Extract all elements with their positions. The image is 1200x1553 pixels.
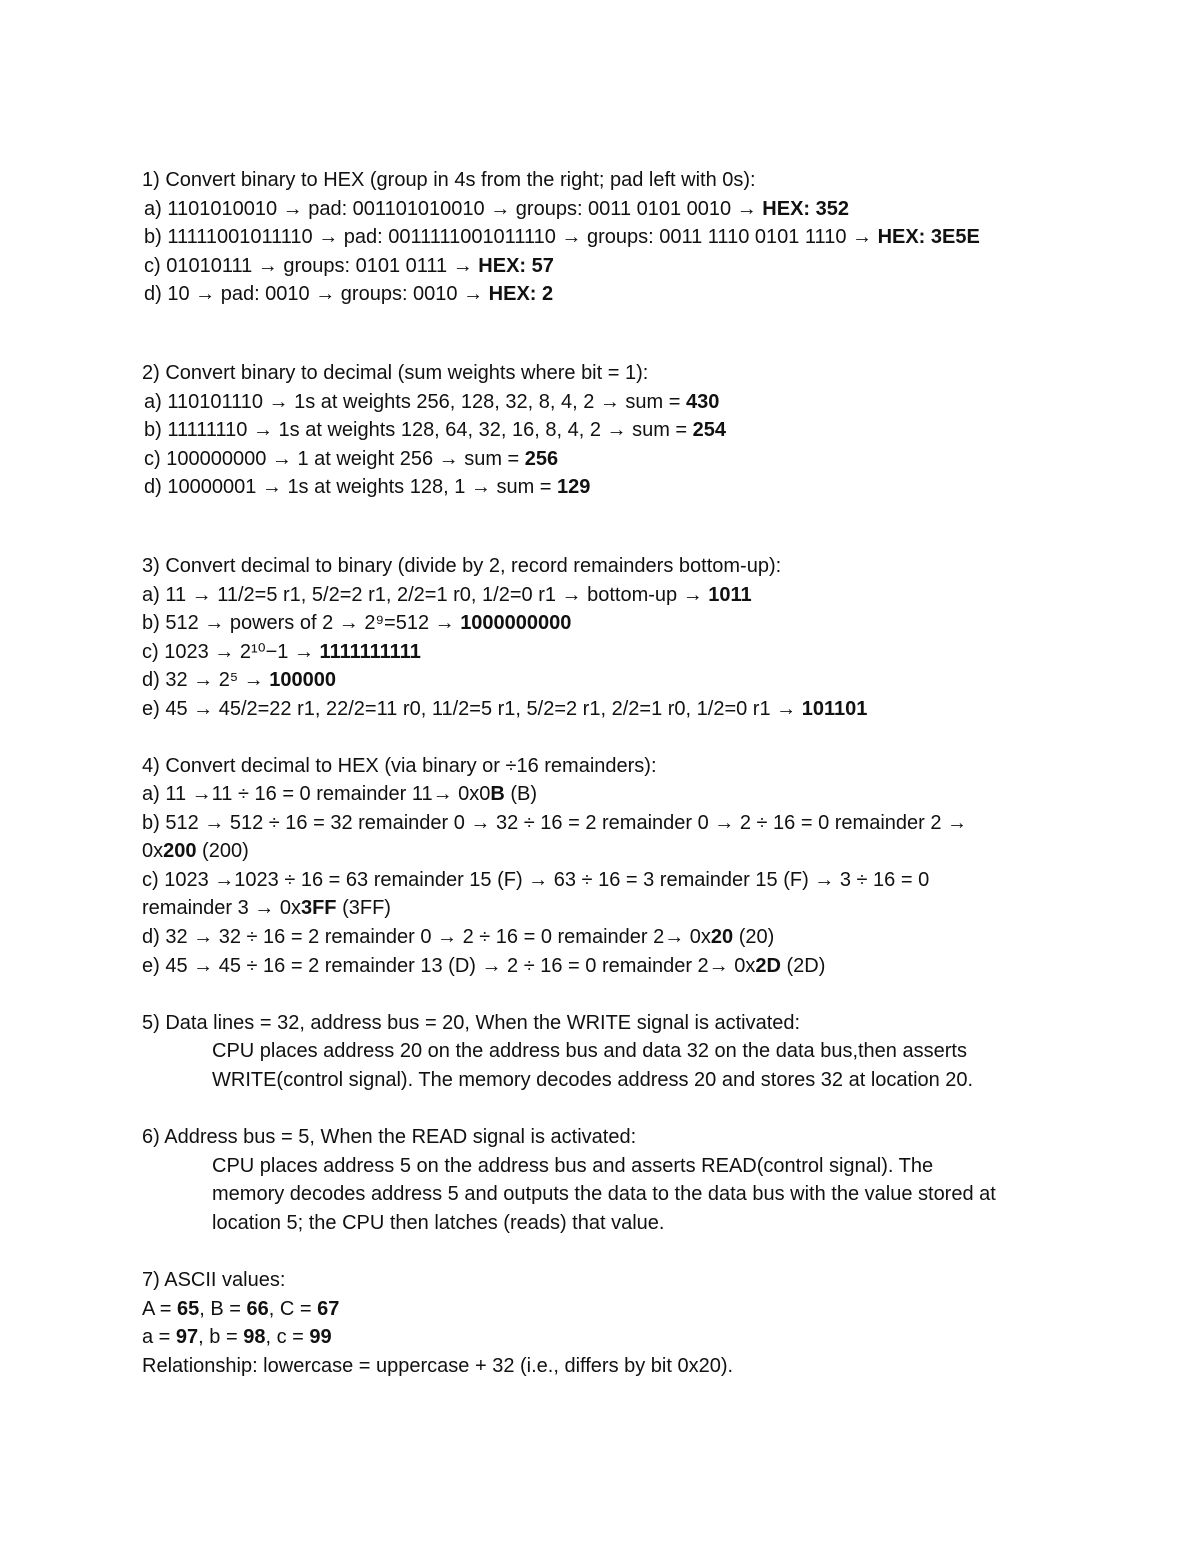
q1-answer-d: HEX: 2 [488, 283, 554, 306]
q1-heading: 1) Convert binary to HEX (group in 4s from the right; pad left with 0s): [142, 169, 756, 191]
q6-heading: 6) Address bus = 5, When the READ signal is activated: [142, 1126, 637, 1149]
q7-value-A: 65 [177, 1297, 200, 1320]
q3-answer-c: 1111111111 [319, 640, 421, 663]
q6-body-line3: location 5; the CPU then latches (reads) that value. [212, 1212, 665, 1234]
q7-value-a: 97 [175, 1326, 199, 1349]
q4-answer-b: 200 [163, 840, 197, 863]
q3-item-a: a) 11 → 11/2=5 r1, 5/2=2 r1, 2/2=1 r0, 1/2=0 r1 → bottom-up → 1011 [142, 583, 752, 606]
q3-heading: 3) Convert decimal to binary (divide by 2, record remainders bottom-up): [142, 554, 782, 577]
q5-body-line2: WRITE(control signal). The memory decodes address 20 and stores 32 at location 20. [212, 1069, 974, 1092]
q4-answer-e: 2D [755, 954, 781, 977]
q4-heading: 4) Convert decimal to HEX (via binary or ÷16 remainders): [142, 754, 657, 777]
q7-uppercase-values: A = 65, B = 66, C = 67 [142, 1297, 340, 1320]
q6-body-line1: CPU places address 5 on the address bus and asserts READ(control signal). The [212, 1154, 934, 1177]
q1-answer-b: HEX: 3E5E [877, 226, 980, 249]
q7-heading: 7) ASCII values: [142, 1269, 286, 1292]
q7-lowercase-values: a = 97, b = 98, c = 99 [142, 1326, 332, 1349]
q1-item-a: a) 1101010010 → pad: 001101010010 → groups: 0011 0101 0010 → HEX: 352 [144, 197, 849, 220]
q7-value-c: 99 [309, 1326, 332, 1349]
q4-item-a: a) 11 →11 ÷ 16 = 0 remainder 11→ 0x0B (B) [142, 783, 538, 806]
q7-value-b: 98 [243, 1326, 266, 1349]
q2-answer-b: 254 [692, 419, 727, 442]
q4-item-c-line2: remainder 3 → 0x3FF (3FF) [142, 897, 391, 920]
q2-answer-d: 129 [557, 476, 591, 499]
q2-item-b: b) 11111110 → 1s at weights 128, 64, 32, 16, 8, 4, 2 → sum = 254 [144, 419, 727, 442]
q3-item-e: e) 45 → 45/2=22 r1, 22/2=11 r0, 11/2=5 r1, 5/2=2 r1, 2/2=1 r0, 1/2=0 r1 → 101101 [142, 697, 868, 720]
q2-heading: 2) Convert binary to decimal (sum weights where bit = 1): [142, 361, 649, 384]
q7-value-C: 67 [317, 1297, 340, 1320]
q4-item-b-line2: 0x200 (200) [142, 840, 249, 863]
q2-answer-a: 430 [686, 390, 720, 413]
q1-answer-a: HEX: 352 [762, 197, 849, 220]
q4-answer-c: 3FF [300, 897, 337, 920]
q4-answer-a: B [490, 783, 505, 806]
q3-item-b: b) 512 → powers of 2 → 2⁹=512 → 1000000000 [142, 612, 572, 635]
q1-item-c: c) 01010111 → groups: 0101 0111 → HEX: 57 [144, 254, 554, 277]
q6-body-line2: memory decodes address 5 and outputs the data to the data bus with the value stored at [212, 1183, 996, 1206]
q4-item-c-line1: c) 1023 →1023 ÷ 16 = 63 remainder 15 (F) → 63 ÷ 16 = 3 remainder 15 (F) → 3 ÷ 16 = 0 [142, 868, 930, 891]
q1-answer-c: HEX: 57 [478, 254, 554, 277]
q5-body-line1: CPU places address 20 on the address bus and data 32 on the data bus,then asserts [212, 1040, 967, 1063]
q3-item-d: d) 32 → 2⁵ → 100000 [142, 669, 336, 692]
document-page [142, 166, 1072, 1381]
q2-item-c: c) 100000000 → 1 at weight 256 → sum = 256 [144, 447, 559, 470]
q1-item-d: d) 10 → pad: 0010 → groups: 0010 → HEX: 2 [144, 283, 554, 306]
q7-value-B: 66 [246, 1297, 269, 1320]
q5-heading: 5) Data lines = 32, address bus = 20, When the WRITE signal is activated: [142, 1011, 801, 1034]
q3-answer-a: 1011 [708, 583, 752, 606]
q7-relationship: Relationship: lowercase = uppercase + 32 (i.e., differs by bit 0x20). [142, 1354, 734, 1377]
q2-item-a: a) 110101110 → 1s at weights 256, 128, 32, 8, 4, 2 → sum = 430 [144, 390, 720, 413]
q1-item-b: b) 11111001011110 → pad: 0011111001011110 → groups: 0011 1110 0101 1110 → HEX: 3E5E [144, 226, 980, 249]
q4-item-b-line1: b) 512 → 512 ÷ 16 = 32 remainder 0 → 32 ÷ 16 = 2 remainder 0 → 2 ÷ 16 = 0 remainder 2 → [142, 811, 968, 834]
q3-answer-b: 1000000000 [460, 612, 572, 635]
q2-item-d: d) 10000001 → 1s at weights 128, 1 → sum = 129 [144, 476, 591, 499]
q3-answer-d: 100000 [269, 669, 336, 692]
q3-answer-e: 101101 [801, 697, 868, 720]
q4-item-d: d) 32 → 32 ÷ 16 = 2 remainder 0 → 2 ÷ 16 = 0 remainder 2→ 0x20 (20) [142, 926, 775, 949]
q4-item-e: e) 45 → 45 ÷ 16 = 2 remainder 13 (D) → 2 ÷ 16 = 0 remainder 2→ 0x2D (2D) [142, 954, 826, 977]
q2-answer-c: 256 [524, 447, 559, 470]
q3-item-c: c) 1023 → 2¹⁰−1 → 1111111111 [142, 640, 421, 663]
q4-answer-d: 20 [710, 926, 734, 949]
